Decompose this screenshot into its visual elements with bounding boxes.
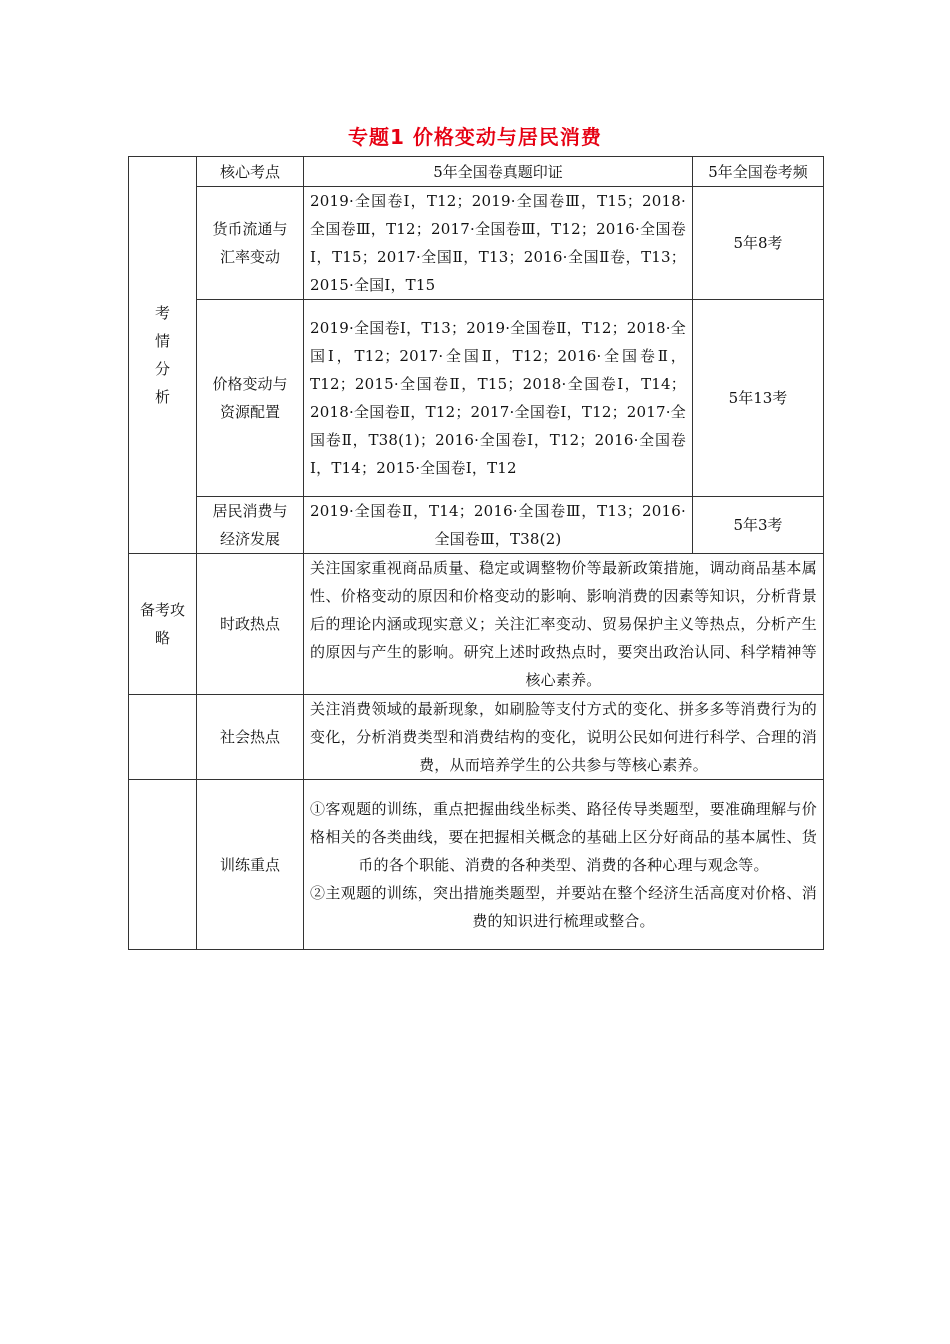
topic-cell: 时政热点 xyxy=(197,554,304,695)
section-label-strategy xyxy=(129,554,197,695)
evidence-cell: 2019·全国卷Ⅰ，T13；2019·全国卷Ⅱ，T12；2018·全国Ⅰ，T12；2017·全国Ⅱ，T12；2016·全国卷Ⅱ，T12；2015·全国卷Ⅱ，T15；2018·全国卷Ⅰ，T14；2018·全国卷Ⅱ，T12；2017·全国卷Ⅰ，T12；2017·全国卷Ⅱ，T38(1)；2016·全国卷Ⅰ，T12；2016·全国卷Ⅰ，T14；2015·全国卷Ⅰ，T12 xyxy=(304,300,693,497)
frequency-cell: 5年8考 xyxy=(693,187,824,300)
table-row xyxy=(129,554,824,695)
section-label-analysis xyxy=(129,157,197,554)
label-char: 情 xyxy=(154,332,170,350)
evidence-cell: 2019·全国卷Ⅰ，T12；2019·全国卷Ⅲ，T15；2018·全国卷Ⅲ，T12；2017·全国卷Ⅲ，T12；2016·全国卷Ⅰ，T15；2017·全国Ⅱ，T13；2016·全国Ⅱ卷，T13；2015·全国Ⅰ，T15 xyxy=(304,187,693,300)
label-line: 略 xyxy=(154,629,170,647)
page-title: 专题1 价格变动与居民消费 xyxy=(348,125,602,149)
header-evidence: 5年全国卷真题印证 xyxy=(304,157,693,187)
label-char: 分 xyxy=(154,360,170,378)
label-line: 备考攻 xyxy=(139,601,185,619)
table-row xyxy=(129,780,824,950)
frequency-cell: 5年13考 xyxy=(693,300,824,497)
topic-line: 居民消费与 xyxy=(212,502,288,520)
frequency-cell: 5年3考 xyxy=(693,497,824,554)
strategy-text-cell xyxy=(304,780,824,950)
label-char: 考 xyxy=(154,304,170,322)
topic-cell xyxy=(197,187,304,300)
empty-label-cell xyxy=(129,695,197,780)
topic-line: 经济发展 xyxy=(219,530,280,548)
strategy-text-cell: 关注国家重视商品质量、稳定或调整物价等最新政策措施，调动商品基本属性、价格变动的原因和价格变动的影响、影响消费的因素等知识，分析背景后的理论内涵或现实意义；关注汇率变动、贸易保护主义等热点，分析产生的原因与产生的影响。研究上述时政热点时，要突出政治认同、科学精神等核心素养。 xyxy=(304,554,824,695)
label-char: 析 xyxy=(154,388,170,406)
topic-line: 价格变动与 xyxy=(212,375,288,393)
topic-line: 货币流通与 xyxy=(212,220,288,238)
topic-cell xyxy=(197,300,304,497)
table-row xyxy=(129,187,824,300)
topic-line: 汇率变动 xyxy=(219,248,280,266)
evidence-cell: 2019·全国卷Ⅱ，T14；2016·全国卷Ⅲ，T13；2016·全国卷Ⅲ，T38(2) xyxy=(304,497,693,554)
training-point-objective: ①客观题的训练，重点把握曲线坐标类、路径传导类题型，要准确理解与价格相关的各类曲线，要在把握相关概念的基础上区分好商品的基本属性、货币的各个职能、消费的各种类型、消费的各种心理与观念等。 xyxy=(310,799,817,874)
table-row xyxy=(129,300,824,497)
topic-cell xyxy=(197,497,304,554)
topic-cell: 训练重点 xyxy=(197,780,304,950)
header-core-topic: 核心考点 xyxy=(197,157,304,187)
topic-line: 资源配置 xyxy=(219,403,280,421)
header-frequency: 5年全国卷考频 xyxy=(693,157,824,187)
strategy-text-cell: 关注消费领域的最新现象，如刷脸等支付方式的变化、拼多多等消费行为的变化，分析消费类型和消费结构的变化，说明公民如何进行科学、合理的消费，从而培养学生的公共参与等核心素养。 xyxy=(304,695,824,780)
empty-label-cell xyxy=(129,780,197,950)
table-header-row xyxy=(129,157,824,187)
training-point-subjective: ②主观题的训练，突出措施类题型，并要站在整个经济生活高度对价格、消费的知识进行梳理或整合。 xyxy=(310,883,817,930)
topic-cell: 社会热点 xyxy=(197,695,304,780)
exam-analysis-table xyxy=(128,156,824,950)
table-row xyxy=(129,695,824,780)
table-row xyxy=(129,497,824,554)
